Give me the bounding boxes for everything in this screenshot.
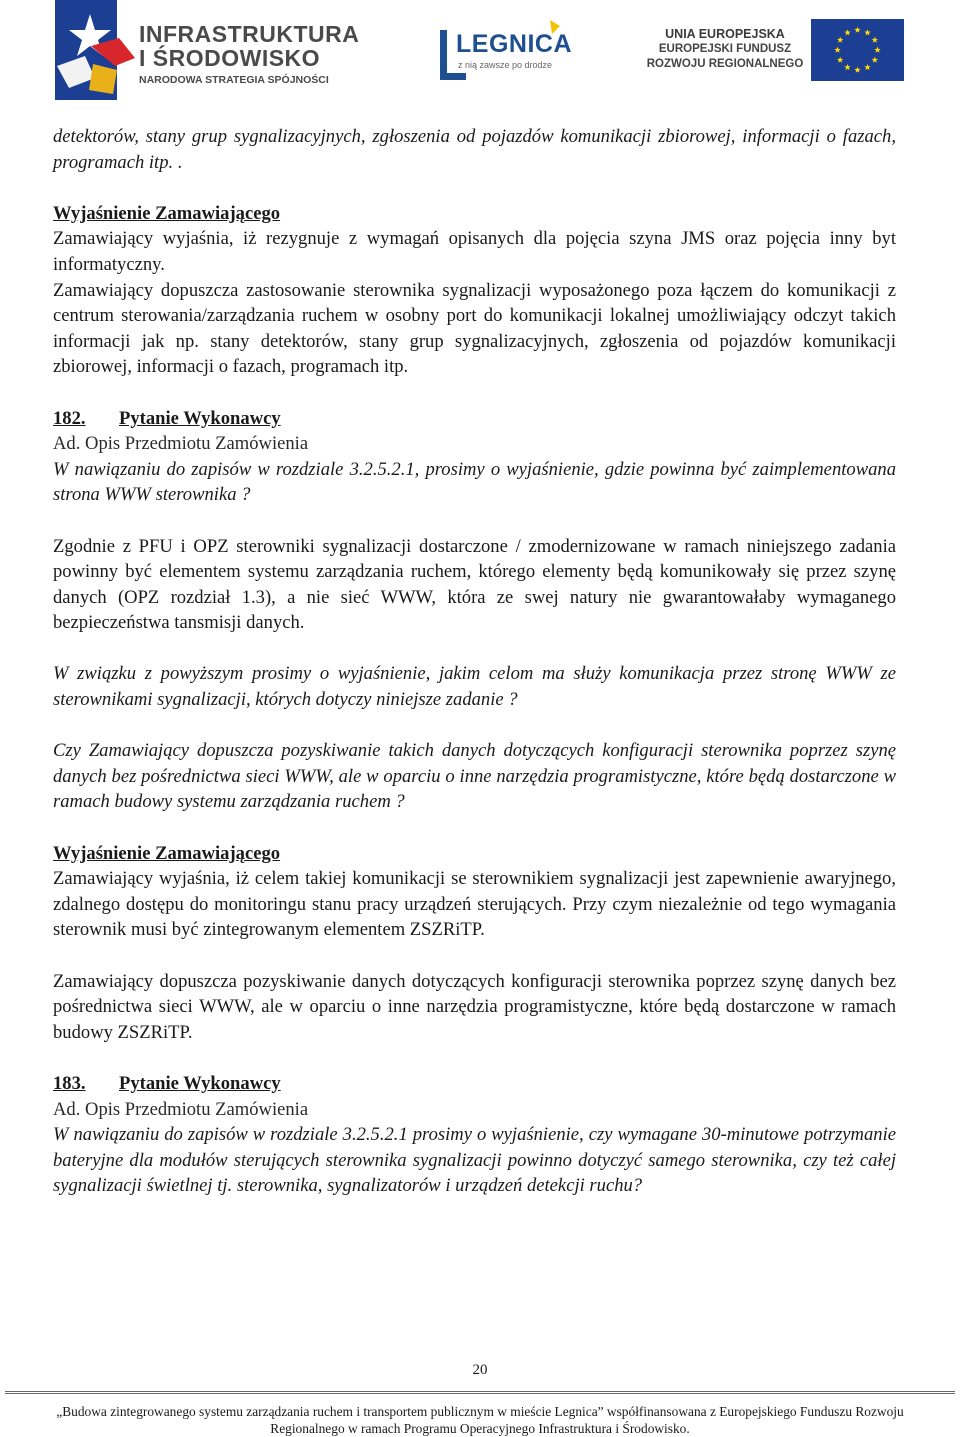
footer-line-1: „Budowa zintegrowanego systemu zarządzania ruchem i transportem publicznym w mieście Legnica” współfinansowana z Europejskiego Funduszu Rozwoju <box>56 1404 904 1419</box>
paragraph: W związku z powyższym prosimy o wyjaśnienie, jakim celom ma służy komunikacja przez stronę WWW ze sterownikami sygnalizacji, których dotyczy niniejsze zadanie ? <box>53 663 896 711</box>
paragraph: Zamawiający dopuszcza pozyskiwanie danych dotyczących konfiguracji sterownika poprzez szynę danych bez pośrednictwa sieci WWW, ale w oparciu o inne narzędzia programistyczne, które będą dostarczone w ramach budowy ZSZRiTP. <box>53 970 896 1043</box>
footer-note <box>6 1403 954 1437</box>
eu-fund-label <box>645 27 805 72</box>
page-header <box>0 0 960 110</box>
paragraph: W nawiązaniu do zapisów w rozdziale 3.2.5.2.1 prosimy o wyjaśnienie, czy wymagane 30-minutowe potrzymanie bateryjne dla modułów sterujących sterownika sygnalizacji powinno dotyczyć samego sterownika, czy też całej sygnalizacji świetlnej tj. sterownika, sygnalizatorów i urządzeń detekcji ruchu? <box>53 1124 896 1197</box>
paragraph: W nawiązaniu do zapisów w rozdziale 3.2.5.2.1, prosimy o wyjaśnienie, gdzie powinna być zaimplementowana strona WWW sterownika ? <box>53 458 896 506</box>
question-heading <box>53 406 896 432</box>
footer-line-2: Regionalnego w ramach Programu Operacyjnego Infrastruktura i Środowisko. <box>270 1421 690 1436</box>
question-number: 183. <box>53 1072 86 1094</box>
paragraph: Zamawiający dopuszcza zastosowanie sterownika sygnalizacji wyposażonego poza łączem do komunikacji z centrum sterowania/zarządzania ruchem w osobny port do komunikacji lokalnej umożliwiający odczyt takich informacji jak np. stany detektorów, stany grup sygnalizacyjnych, zgłoszenia od pojazdów komunikacji zbiorowej, informacji o fazach, programach itp. <box>53 279 896 378</box>
paragraph: Czy Zamawiający dopuszcza pozyskiwanie takich danych dotyczących konfiguracji sterownika poprzez szynę danych bez pośrednictwa sieci WWW, ale w oparciu o inne narzędzia programistyczne, które będą dostarczone w ramach budowy systemu zarządzania ruchem ? <box>53 740 896 813</box>
question-title: Pytanie Wykonawcy <box>119 1072 281 1094</box>
page-number: 20 <box>472 1362 488 1378</box>
eu-label-line2: EUROPEJSKI FUNDUSZ <box>658 43 792 55</box>
nss-star-emblem-icon <box>55 0 135 100</box>
legnica-logo <box>438 20 572 84</box>
is-logo-subtitle: NARODOWA STRATEGIA SPÓJNOŚCI <box>139 74 329 86</box>
infrastruktura-srodowisko-logo <box>55 0 360 100</box>
eu-label-line1: UNIA EUROPEJSKA <box>665 27 785 41</box>
question-title: Pytanie Wykonawcy <box>119 407 281 429</box>
is-logo-title: INFRASTRUKTURA I ŚRODOWISKO <box>139 21 360 71</box>
section-heading: Wyjaśnienie Zamawiającego <box>53 842 281 864</box>
paragraph: detektorów, stany grup sygnalizacyjnych, zgłoszenia od pojazdów komunikacji zbiorowej, informacji o fazach, programach itp. . <box>53 126 896 173</box>
legnica-logo-name: LEGNICA <box>456 30 572 58</box>
footer-divider <box>5 1391 955 1394</box>
paragraph: Zamawiający wyjaśnia, iż rezygnuje z wymagań opisanych dla pojęcia szyna JMS oraz pojęcia inny byt informatyczny. <box>53 228 896 275</box>
eu-flag-icon <box>811 19 904 81</box>
question-reference: Ad. Opis Przedmiotu Zamówienia <box>53 433 309 455</box>
eu-label-line3: ROZWOJU REGIONALNEGO <box>646 58 804 70</box>
legnica-logo-tagline: z nią zawsze po drodze <box>458 60 553 70</box>
section-heading: Wyjaśnienie Zamawiającego <box>53 202 281 224</box>
paragraph: Zgodnie z PFU i OPZ sterowniki sygnalizacji dostarczone / zmodernizowane w ramach niniejszego zadania powinny być elementem systemu zarządzania ruchem, którego elementy będą komunikowały się przez szynę danych (OPZ rozdział 1.3), a nie sieć WWW, która ze swej natury nie gwarantowałaby wymaganego bezpieczeństwa tansmisji danych. <box>53 535 896 634</box>
paragraph: Zamawiający wyjaśnia, iż celem takiej komunikacji se sterownikiem sygnalizacji jest zapewnienie awaryjnego, zdalnego dostępu do monitoringu stanu pracy urządzeń sterujących. Przy czym niezależnie od tego wymagania sterownik musi być zintegrowanym elementem ZSZRiTP. <box>53 868 896 941</box>
document-body <box>53 124 896 1199</box>
question-reference: Ad. Opis Przedmiotu Zamówienia <box>53 1098 309 1120</box>
question-number: 182. <box>53 407 86 429</box>
question-heading <box>53 1071 896 1097</box>
